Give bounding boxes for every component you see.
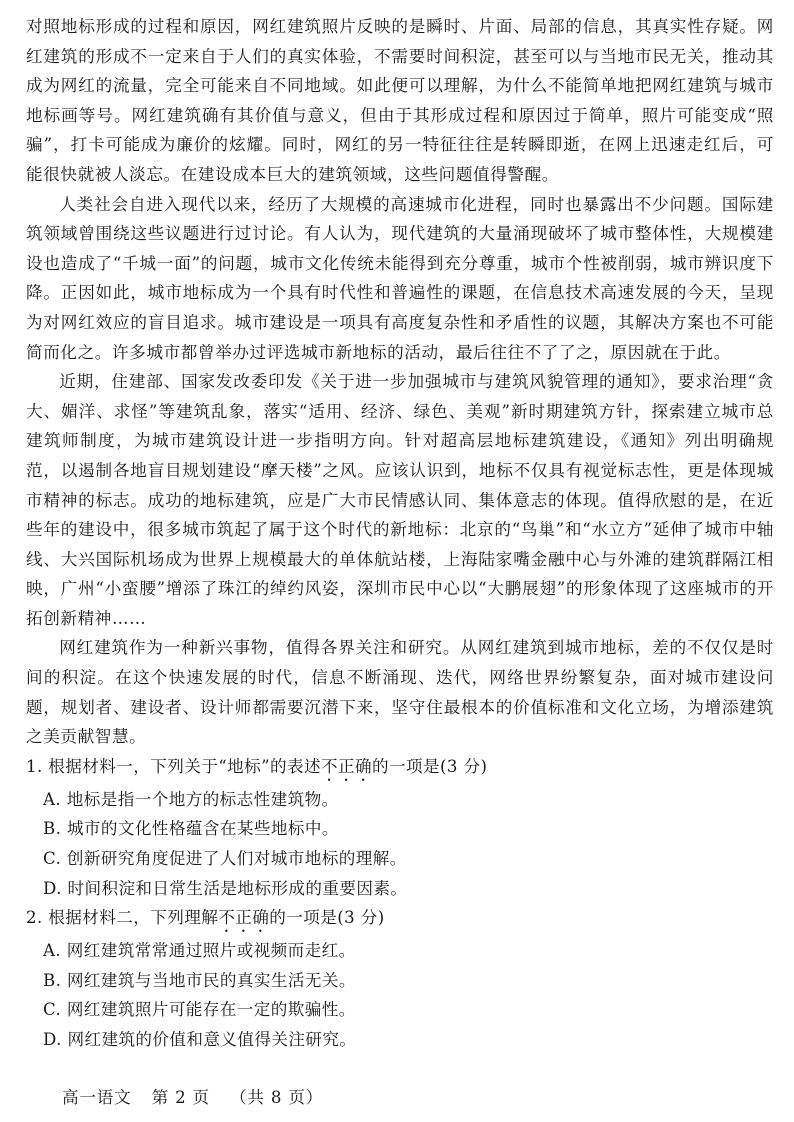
question-2-option-a: A. 网红建筑常常通过照片或视频而走红。 <box>43 941 356 961</box>
question-1-option-a: A. 地标是指一个地方的标志性建筑物。 <box>43 789 339 809</box>
question-2-stem <box>26 903 774 936</box>
page-footer <box>62 1084 337 1108</box>
question-1-option-c: C. 创新研究角度促进了人们对城市地标的理解。 <box>43 849 407 869</box>
question-2-option-d: D. 网红建筑的价值和意义值得关注研究。 <box>43 1030 357 1049</box>
question-1 <box>26 752 774 903</box>
exam-page <box>26 12 774 1055</box>
question-2-stem-text: 2. 根据材料二，下列理解 <box>26 908 219 928</box>
question-1-option-b: B. 城市的文化性格蕴含在某些地标中。 <box>43 819 339 839</box>
question-2-option-b: B. 网红建筑与当地市民的真实生活无关。 <box>43 970 356 990</box>
question-2-emphasis: 不正确 <box>218 908 270 928</box>
question-1-option-d: D. 时间积淀和日常生活是地标形成的重要因素。 <box>43 878 408 898</box>
material-paragraph-3: 近期，住建部、国家发改委印发《关于进一步加强城市与建筑风貌管理的通知》，要求治理“贪大、媚洋、求怪”等建筑乱象，落实“适用、经济、绿色、美观”新时期建筑方针，探索建立城市总建筑师制度，为城市建筑设计进一步指明方向。针对超高层地标建筑建设，《通知》列出明确规范，以遏制各地盲目规划建设“摩天楼”之风。应该认识到，地标不仅具有视觉标志性，更是体现城市精神的标志。成功的地标建筑，应是广大市民情感认同、集体意志的体现。值得欣慰的是，在近些年的建设中，很多城市筑起了属于这个时代的新地标：北京的“鸟巢”和“水立方”延伸了城市中轴线、大兴国际机场成为世界上规模最大的单体航站楼，上海陆家嘴金融中心与外滩的建筑群隔江相映，广州“小蛮腰”增添了珠江的绰约风姿，深圳市民中心以“大鹏展翅”的形象体现了这座城市的开拓创新精神…… <box>26 372 774 628</box>
footer-total-pages: （共 8 页） <box>230 1088 324 1107</box>
question-1-stem-text: 1. 根据材料一，下列关于“地标”的表述 <box>26 756 321 776</box>
question-1-score: 的一项是(3 分) <box>371 756 488 776</box>
question-2 <box>26 903 774 1054</box>
question-1-stem <box>26 752 774 785</box>
footer-subject: 高一语文 <box>62 1088 132 1107</box>
question-2-option-c: C. 网红建筑照片可能存在一定的欺骗性。 <box>43 1000 356 1020</box>
material-paragraph-2: 人类社会自进入现代以来，经历了大规模的高速城市化进程，同时也暴露出不少问题。国际建筑领域曾围绕这些议题进行过讨论。有人认为，现代建筑的大量涌现破坏了城市整体性，大规模建设也造成了“千城一面”的问题，城市文化传统未能得到充分尊重，城市个性被削弱，城市辨识度下降。正因如此，城市地标成为一个具有时代性和普遍性的课题，在信息技术高速发展的今天，呈现为对网红效应的盲目追求。城市建设是一项具有高度复杂性和矛盾性的议题，其解决方案也不可能简而化之。许多城市都曾举办过评选城市新地标的活动，最后往往不了了之，原因就在于此。 <box>26 194 774 362</box>
question-1-emphasis: 不正确 <box>320 756 372 776</box>
footer-page-number: 第 2 页 <box>151 1088 210 1107</box>
question-2-score: 的一项是(3 分) <box>269 908 385 928</box>
material-paragraph-4: 网红建筑作为一种新兴事物，值得各界关注和研究。从网红建筑到城市地标，差的不仅仅是时间的积淀。在这个快速发展的时代，信息不断涌现、迭代，网络世界纷繁复杂，面对城市建设问题，规划者、建设者、设计师都需要沉潜下来，坚守住最根本的价值标准和文化立场，为增添建筑之美贡献智慧。 <box>26 638 774 747</box>
material-paragraph-1: 对照地标形成的过程和原因，网红建筑照片反映的是瞬时、片面、局部的信息，其真实性存疑。网红建筑的形成不一定来自于人们的真实体验，不需要时间积淀，甚至可以与当地市民无关，推动其成为网红的流量，完全可能来自不同地域。如此便可以理解，为什么不能简单地把网红建筑与城市地标画等号。网红建筑确有其价值与意义，但由于其形成过程和原因过于简单，照片可能变成“照骗”，打卡可能成为廉价的炫耀。同时，网红的另一特征往往是转瞬即逝，在网上迅速走红后，可能很快就被人淡忘。在建设成本巨大的建筑领域，这些问题值得警醒。 <box>26 17 774 184</box>
